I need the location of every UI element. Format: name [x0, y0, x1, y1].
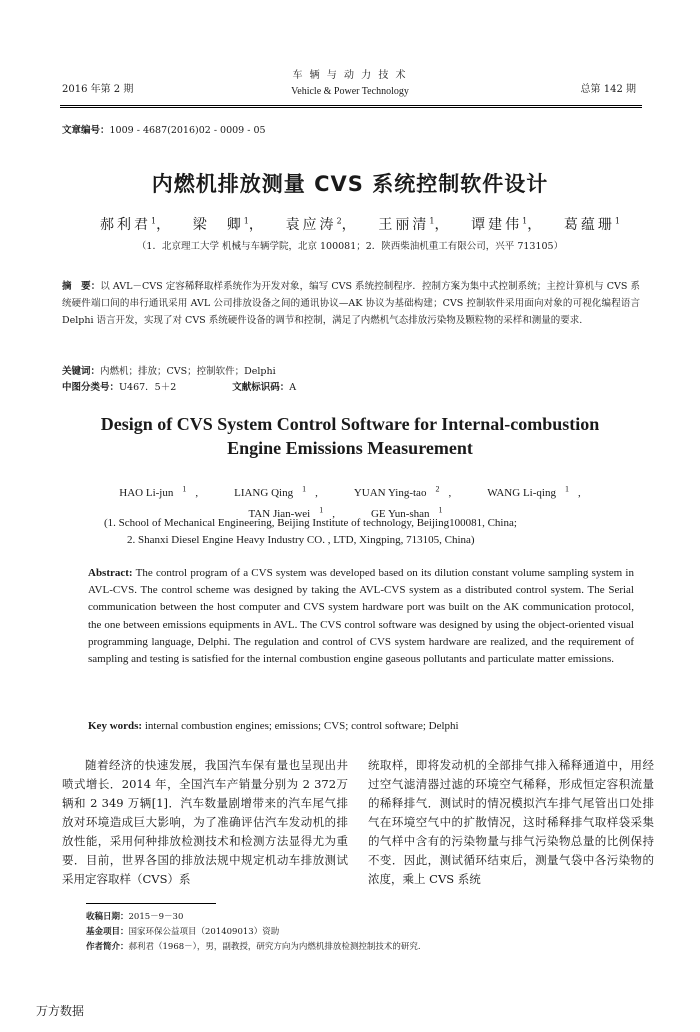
- english-author-affiliation-mark: 1: [182, 484, 187, 493]
- chinese-author-separator: ，: [341, 217, 359, 233]
- english-affiliation-line2: 2. Shanxi Diesel Engine Heavy Industry CO. , LTD, Xingping, 713105, China): [127, 534, 475, 546]
- english-keywords-label: Key words:: [88, 720, 143, 732]
- chinese-author-affiliation-mark: 2: [336, 216, 342, 226]
- header-rule: [60, 105, 642, 106]
- chinese-title: 内燃机排放测量 CVS 系统控制软件设计: [151, 172, 549, 196]
- english-affiliation-line1: (1. School of Mechanical Engineering, Beijing Institute of technology, Beijing100081, China;: [104, 517, 517, 529]
- chinese-author: [564, 214, 620, 234]
- english-author-affiliation-mark: 1: [319, 505, 324, 515]
- footnote-text: 国家环保公益项目（201409013）资助: [128, 927, 280, 937]
- english-author: [110, 484, 207, 499]
- footnote-rule: [86, 903, 216, 904]
- english-author: [345, 484, 460, 499]
- english-author-affiliation-mark: 1: [438, 505, 443, 515]
- footnote-text: 郝利君（1968－），男，副教授，研究方向为内燃机排放检测控制技术的研究.: [128, 942, 421, 952]
- chinese-author-affiliation-mark: 1: [151, 216, 157, 226]
- chinese-keywords-text: 内燃机；排放；CVS；控制软件；Delphi: [100, 366, 276, 377]
- footnote-label: 基金项目：: [86, 927, 129, 937]
- english-author-name: WANG Li-qing: [487, 486, 556, 499]
- chinese-author-affiliation-mark: 1: [243, 216, 249, 226]
- footnote-received: [86, 910, 421, 925]
- chinese-author-separator: ，: [527, 217, 545, 233]
- footnote-funding: [86, 925, 421, 940]
- chinese-abstract-text: 以 AVL－CVS 定容稀释取样系统作为开发对象，编写 CVS 系统控制程序．控制方案为集中式控制系统；主控计算机与 CVS 系统硬件端口间的串行通讯采用 AVL 公司排放设备之间的通讯协议—AK 协议为基础构建；CVS 控制软件采用面向对象的可视化编程语言 Delphi 语言开发，实现了对 CVS 系统硬件设备的调节和控制，满足了内燃机气态排放污染物及颗粒物的采样和测量的要求.: [62, 281, 640, 326]
- chinese-author-name: 郝利君: [100, 217, 151, 233]
- chinese-author-affiliation-mark: 1: [522, 216, 528, 226]
- article-number-label: 文章编号：: [62, 125, 110, 136]
- english-title-line1: Design of CVS System Control Software for Internal-combustion: [100, 414, 600, 434]
- english-author-separator: ,: [448, 486, 452, 499]
- watermark: 万方数据: [36, 1004, 85, 1018]
- english-abstract-text: The control program of a CVS system was developed based on its dilution constant volume sampling system in AVL-CVS. The control scheme was designed by taking the AVL-CVS system as a distributed control system. The Serial communication between the host computer and CVS system hardware port was built on the AK communication protocol, the one between emissions equipments in AVL. The CVS control software was designed by using the object-oriented visual programming language, Delphi. The regulation and control of CVS system hardware are realized, and the requirement of sampling and testing is satisfied for the internal combustion engine gaseous pollutants and particulate matter emissions.: [88, 567, 634, 666]
- chinese-author-separator: ，: [156, 217, 174, 233]
- chinese-author-name: 王丽清: [378, 217, 430, 233]
- footnote-label: 收稿日期：: [86, 912, 129, 922]
- english-author-separator: ,: [195, 486, 199, 499]
- chinese-author: [100, 214, 173, 234]
- journal-title-en: Vehicle & Power Technology: [291, 86, 409, 97]
- english-keywords: [88, 720, 459, 732]
- chinese-abstract-label: 摘 要：: [62, 281, 101, 292]
- english-author: [225, 484, 327, 499]
- chinese-author-name: 葛蕴珊: [563, 217, 615, 233]
- english-title-line2: Engine Emissions Measurement: [227, 438, 473, 458]
- english-author-separator: ,: [315, 486, 318, 499]
- chinese-author-affiliation-mark: 1: [429, 216, 435, 226]
- chinese-author: [286, 214, 359, 234]
- english-affiliation: [104, 515, 664, 549]
- header-rule-thin: [60, 107, 642, 108]
- body-column-right: 统取样，即将发动机的全部排气排入稀释通道中，用经过空气滤清器过滤的环境空气稀释，形成恒定容积流量的稀释排气．测试时的情况模拟汽车排气尾管出口处排气在环境空气中的扩散情况，这时稀释排气取样袋采集的气样中含有的污染物量与排气污染物总量的比例保持不变．因此，测试循环结束后，测量气袋中各污染物的浓度，乘上 CVS 系统: [368, 758, 654, 886]
- classification: [62, 380, 296, 396]
- english-author-name: HAO Li-jun: [119, 486, 174, 499]
- header-total-issue: 总第 142 期: [580, 84, 636, 95]
- english-author-affiliation-mark: 1: [302, 484, 307, 493]
- english-author-name: YUAN Ying-tao: [353, 486, 427, 499]
- english-author: [478, 484, 590, 499]
- article-number: [62, 122, 266, 136]
- footnote-text: 2015－9－30: [128, 912, 184, 922]
- english-author-separator: ,: [332, 508, 335, 521]
- journal-title-cn: 车 辆 与 动 力 技 术: [292, 70, 408, 81]
- english-author-name: GE Yun-shan: [370, 508, 430, 521]
- chinese-keywords-block: [62, 364, 296, 396]
- chinese-affiliation: （1．北京理工大学 机械与车辆学院，北京 100081；2．陕西柴油机重工有限公司，兴平 713105）: [136, 241, 564, 252]
- english-title: [0, 412, 700, 460]
- chinese-author: [378, 214, 451, 234]
- chinese-abstract: [62, 278, 640, 329]
- footnote-author-bio: [86, 940, 421, 955]
- chinese-keywords: [62, 364, 296, 380]
- chinese-authors: [100, 214, 620, 234]
- chinese-author-affiliation-mark: 1: [614, 216, 620, 226]
- article-number-value: 1009 - 4687(2016)02 - 0009 - 05: [109, 125, 266, 136]
- classification-label: 中图分类号：: [62, 382, 120, 393]
- english-author-affiliation-mark: 1: [564, 484, 569, 493]
- chinese-author-separator: ，: [248, 217, 266, 233]
- chinese-author-name: 谭建伟: [471, 217, 523, 233]
- chinese-author-name: 梁 卿: [192, 217, 244, 233]
- english-author-affiliation-mark: 2: [435, 484, 440, 493]
- english-abstract-label: Abstract:: [88, 567, 133, 579]
- english-abstract: [88, 565, 634, 668]
- english-author-name: LIANG Qing: [234, 486, 294, 499]
- footnotes: [86, 910, 421, 955]
- chinese-author-name: 袁应涛: [285, 217, 337, 233]
- classification-value: U467．5＋2: [119, 382, 177, 393]
- header-issue: 2016 年第 2 期: [62, 84, 134, 95]
- english-author-separator: ,: [577, 486, 581, 499]
- footnote-label: 作者简介：: [86, 942, 129, 952]
- english-keywords-text: internal combustion engines; emissions; CVS; control software; Delphi: [142, 720, 459, 732]
- chinese-author: [471, 214, 544, 234]
- document-code-label: 文献标识码：: [232, 382, 290, 393]
- chinese-author-separator: ，: [434, 217, 452, 233]
- document-code-value: A: [289, 382, 297, 393]
- body-column-left: 随着经济的快速发展，我国汽车保有量也呈现出井喷式增长．2014 年，全国汽车产销量分别为 2 372万辆和 2 349 万辆[1]．汽车数量剧增带来的汽车尾气排放对环境造成巨大影响，为了准确评估汽车发动机的排放性能，采用何种排放检测技术和检测方法显得尤为重要．目前，世界各国的排放法规中规定机动车排放测试采用定容取样（CVS）系: [62, 758, 348, 886]
- chinese-keywords-label: 关键词：: [62, 366, 101, 377]
- english-author-name: TAN Jian-wei: [248, 508, 311, 521]
- english-authors-line1: [0, 480, 700, 502]
- chinese-author: [193, 214, 266, 234]
